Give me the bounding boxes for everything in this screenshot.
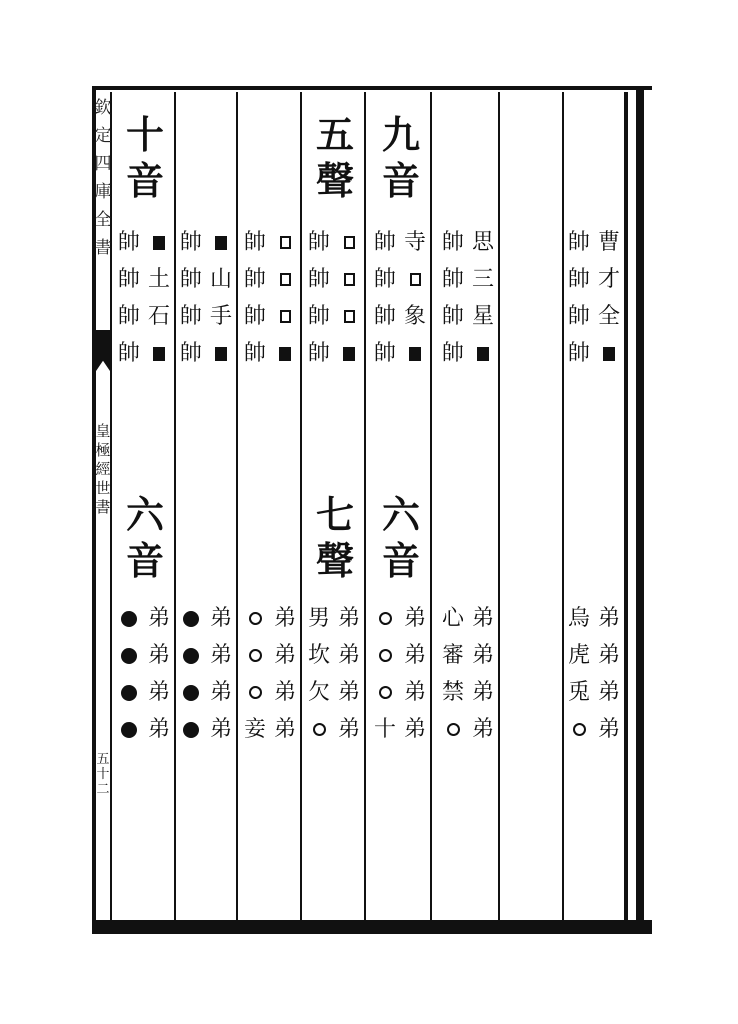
label-char: 弟 <box>273 717 296 742</box>
entry-char: 土 <box>147 267 170 292</box>
entry-char: 坎 <box>307 643 330 668</box>
entry-char <box>438 711 468 748</box>
entry-char <box>114 600 144 637</box>
entry-char: 十 <box>373 717 396 742</box>
entry-column <box>438 600 468 748</box>
label-char: 弟 <box>147 680 170 705</box>
label-char: 帥 <box>373 230 396 255</box>
label-char: 弟 <box>209 680 232 705</box>
label-char: 帥 <box>373 304 396 329</box>
label-char: 帥 <box>179 304 202 329</box>
label-char: 帥 <box>179 341 202 366</box>
entry-char <box>400 335 430 372</box>
entry-char: 三 <box>471 267 494 292</box>
label-char: 帥 <box>567 230 590 255</box>
entry-column <box>564 600 594 748</box>
label-char: 帥 <box>567 267 590 292</box>
entry-char <box>564 711 594 748</box>
label-char: 弟 <box>273 643 296 668</box>
entry-column <box>270 224 300 372</box>
label-char: 弟 <box>337 606 360 631</box>
column-rule <box>236 92 238 920</box>
label-char: 帥 <box>243 304 266 329</box>
entry-char: 象 <box>403 304 426 329</box>
label-char: 弟 <box>209 606 232 631</box>
column-rule <box>562 92 564 920</box>
section-heading: 九 音 <box>382 112 421 203</box>
frame-right-border <box>636 86 644 934</box>
section-heading: 十 音 <box>126 112 165 203</box>
entry-char <box>334 335 364 372</box>
entry-char <box>114 637 144 674</box>
entry-char <box>176 711 206 748</box>
label-char: 弟 <box>337 680 360 705</box>
entry-column <box>304 600 334 748</box>
section-heading: 五 聲 <box>316 112 355 203</box>
entry-char: 手 <box>209 304 232 329</box>
entry-char: 寺 <box>403 230 426 255</box>
label-column <box>176 224 206 372</box>
entry-column <box>144 224 174 372</box>
entry-char <box>176 637 206 674</box>
label-char: 弟 <box>147 717 170 742</box>
entry-char: 烏 <box>567 606 590 631</box>
label-char: 帥 <box>567 304 590 329</box>
entry-char <box>334 298 364 335</box>
entry-char <box>206 335 236 372</box>
label-char: 弟 <box>403 717 426 742</box>
frame-right-inner-border <box>626 92 628 920</box>
entry-column <box>468 224 498 372</box>
label-char: 帥 <box>567 341 590 366</box>
entry-char: 才 <box>597 267 620 292</box>
section-heading: 七 聲 <box>316 492 355 583</box>
fishtail-ornament <box>94 330 112 374</box>
label-column <box>400 600 430 748</box>
entry-char <box>240 637 270 674</box>
label-char: 帥 <box>307 267 330 292</box>
label-char: 帥 <box>117 304 140 329</box>
label-char: 帥 <box>117 267 140 292</box>
entry-char <box>400 261 430 298</box>
column-rule <box>364 92 366 920</box>
entry-char <box>176 674 206 711</box>
entry-char <box>270 298 300 335</box>
entry-char: 審 <box>441 643 464 668</box>
label-column <box>468 600 498 748</box>
running-title: 欽 定 四 庫 全 書 <box>94 98 112 258</box>
column-rule <box>624 92 626 920</box>
label-char: 弟 <box>471 643 494 668</box>
label-char: 帥 <box>441 341 464 366</box>
label-char: 弟 <box>471 606 494 631</box>
column-rule <box>300 92 302 920</box>
frame-bottom-border <box>92 920 652 934</box>
label-column <box>370 224 400 372</box>
entry-char: 曹 <box>597 230 620 255</box>
entry-char: 石 <box>147 304 170 329</box>
label-char: 弟 <box>597 606 620 631</box>
entry-char: 男 <box>307 606 330 631</box>
entry-char: 星 <box>471 304 494 329</box>
label-column <box>594 600 624 748</box>
label-char: 帥 <box>307 230 330 255</box>
entry-char <box>468 335 498 372</box>
label-char: 帥 <box>179 230 202 255</box>
entry-char <box>270 224 300 261</box>
entry-char: 妾 <box>243 717 266 742</box>
label-char: 弟 <box>471 717 494 742</box>
label-column <box>114 224 144 372</box>
label-column <box>564 224 594 372</box>
label-char: 弟 <box>471 680 494 705</box>
label-char: 帥 <box>441 304 464 329</box>
label-char: 帥 <box>441 267 464 292</box>
label-column <box>438 224 468 372</box>
entry-column <box>400 224 430 372</box>
label-char: 弟 <box>403 680 426 705</box>
label-char: 弟 <box>403 643 426 668</box>
label-char: 弟 <box>403 606 426 631</box>
entry-column <box>334 224 364 372</box>
label-char: 帥 <box>117 230 140 255</box>
entry-column <box>114 600 144 748</box>
section-heading: 六 音 <box>126 492 165 583</box>
label-char: 弟 <box>147 606 170 631</box>
entry-char <box>144 224 174 261</box>
entry-char <box>370 674 400 711</box>
label-column <box>144 600 174 748</box>
label-char: 弟 <box>597 717 620 742</box>
entry-char: 山 <box>209 267 232 292</box>
label-char: 帥 <box>117 341 140 366</box>
entry-column <box>240 600 270 748</box>
label-char: 弟 <box>273 606 296 631</box>
entry-char <box>334 261 364 298</box>
entry-char: 禁 <box>441 680 464 705</box>
label-char: 帥 <box>179 267 202 292</box>
label-char: 弟 <box>597 643 620 668</box>
section-heading: 六 音 <box>382 492 421 583</box>
entry-char: 思 <box>471 230 494 255</box>
label-char: 弟 <box>337 643 360 668</box>
entry-char <box>176 600 206 637</box>
label-char: 弟 <box>597 680 620 705</box>
label-char: 弟 <box>337 717 360 742</box>
label-char: 帥 <box>373 341 396 366</box>
column-rule <box>498 92 500 920</box>
label-char: 帥 <box>373 267 396 292</box>
entry-char: 心 <box>441 606 464 631</box>
column-rule <box>430 92 432 920</box>
label-column <box>270 600 300 748</box>
entry-column <box>594 224 624 372</box>
entry-column <box>206 224 236 372</box>
entry-char <box>334 224 364 261</box>
entry-char <box>270 335 300 372</box>
label-char: 弟 <box>209 643 232 668</box>
label-char: 帥 <box>307 341 330 366</box>
label-char: 帥 <box>441 230 464 255</box>
entry-char <box>144 335 174 372</box>
entry-char <box>240 674 270 711</box>
label-char: 帥 <box>243 230 266 255</box>
entry-char <box>304 711 334 748</box>
label-column <box>304 224 334 372</box>
entry-column <box>370 600 400 748</box>
entry-char: 兎 <box>567 680 590 705</box>
frame-top-border <box>92 86 652 90</box>
label-char: 弟 <box>209 717 232 742</box>
label-char: 弟 <box>147 643 170 668</box>
label-column <box>240 224 270 372</box>
entry-column <box>176 600 206 748</box>
entry-char <box>370 600 400 637</box>
column-rule <box>174 92 176 920</box>
label-column <box>206 600 236 748</box>
entry-char <box>370 637 400 674</box>
book-title: 皇 極 經 世 書 <box>95 422 111 516</box>
label-char: 帥 <box>307 304 330 329</box>
entry-char <box>114 674 144 711</box>
entry-char <box>270 261 300 298</box>
label-char: 弟 <box>273 680 296 705</box>
entry-char <box>240 600 270 637</box>
entry-char: 虎 <box>567 643 590 668</box>
entry-char: 欠 <box>307 680 330 705</box>
label-char: 帥 <box>243 267 266 292</box>
label-column <box>334 600 364 748</box>
entry-char <box>594 335 624 372</box>
label-char: 帥 <box>243 341 266 366</box>
entry-char <box>114 711 144 748</box>
entry-char <box>206 224 236 261</box>
page-number: 五 十 二 <box>96 752 110 797</box>
entry-char: 全 <box>597 304 620 329</box>
